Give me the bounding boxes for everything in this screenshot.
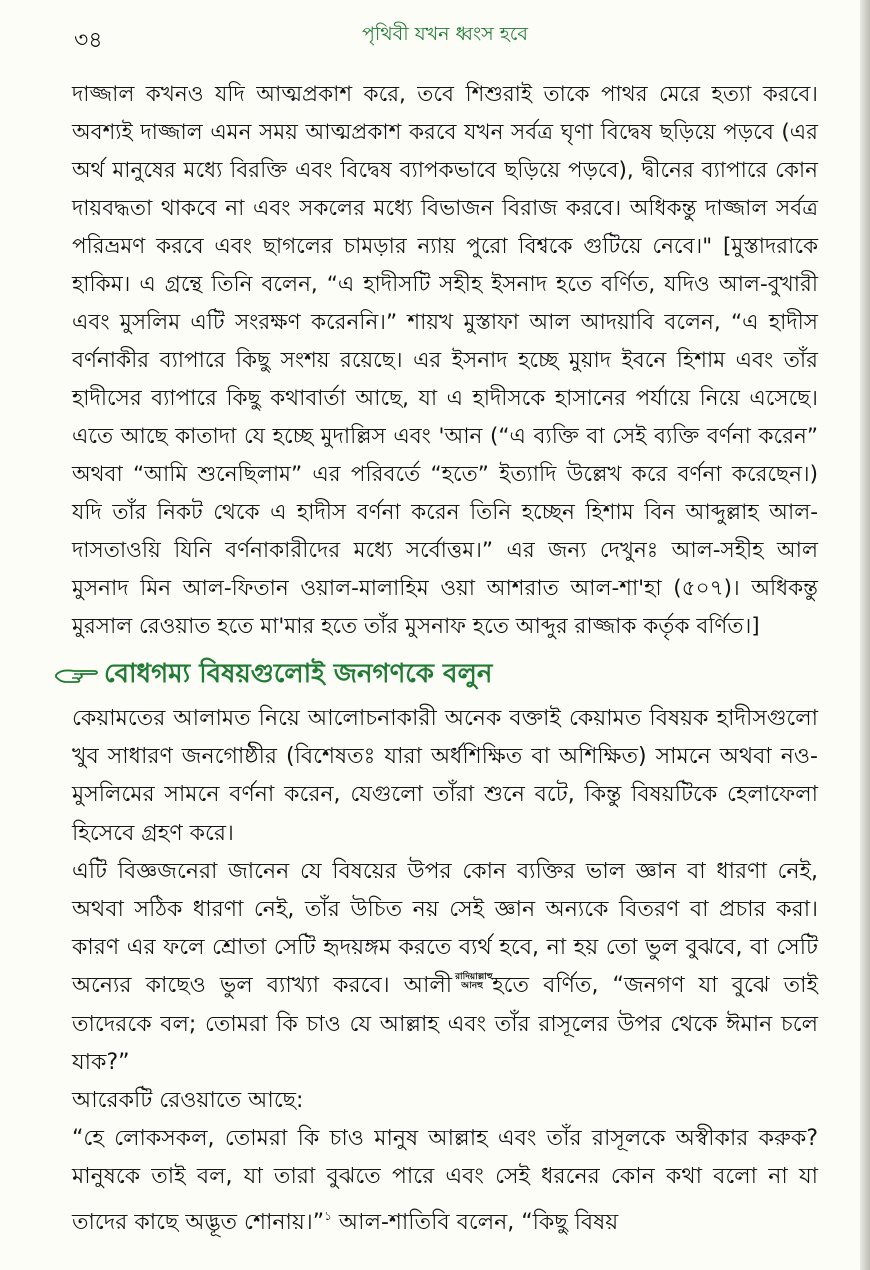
running-title: পৃথিবী যখন ধ্বংস হবে	[362, 23, 528, 45]
page-header	[72, 0, 818, 62]
honorific-symbol: রাদিয়াল্লাহু আনহু	[455, 972, 493, 992]
body-paragraph	[72, 1120, 818, 1242]
body-paragraph: দাজ্জাল কখনও যদি আত্মপ্রকাশ করে, তবে শিশুরাই তাকে পাথর মেরে হত্যা করবে। অবশ্যই দাজ্জাল এমন সময় আত্মপ্রকাশ করবে যখন সর্বত্র ঘৃণা বিদ্বেষ ছড়িয়ে পড়বে (এর অর্থ মানুষের মধ্যে বিরক্তি এবং বিদ্বেষ ব্যাপকভাবে ছড়িয়ে পড়বে), দ্বীনের ব্যাপারে কোন দায়বদ্ধতা থাকবে না এবং সকলের মধ্যে বিভাজন বিরাজ করবে। অধিকন্তু দাজ্জাল সর্বত্র পরিভ্রমণ করবে এবং ছাগলের চামড়ার ন্যায় পুরো বিশ্বকে গুটিয়ে নেবে।" [মুস্তাদরাকে হাকিম। এ গ্রন্থে তিনি বলেন, “এ হাদীসটি সহীহ ইসনাদ হতে বর্ণিত, যদিও আল-বুখারী এবং মুসলিম এটি সংরক্ষণ করেননি।” শায়খ মুস্তাফা আল আদয়াবি বলেন, “এ হাদীস বর্ণনাকীর ব্যাপারে কিছু সংশয় রয়েছে। এর ইসনাদ হচ্ছে মুয়াদ ইবনে হিশাম এবং তাঁর হাদীসের ব্যাপারে কিছু কথাবার্তা আছে, যা এ হাদীসকে হাসানের পর্যায়ে নিয়ে এসেছে। এতে আছে কাতাদা যে হচ্ছে মুদাল্লিস এবং 'আন (“এ ব্যক্তি বা সেই ব্যক্তি বর্ণনা করেন” অথবা “আমি শুনেছিলাম” এর পরিবর্তে “হতে” ইত্যাদি উল্লেখ করে বর্ণনা করেছেন।) যদি তাঁর নিকট থেকে এ হাদীস বর্ণনা করেন তিনি হচ্ছেন হিশাম বিন আব্দুল্লাহ আল-দাসতাওয়ি যিনি বর্ণনাকারীদের মধ্যে সর্বোত্তম।” এর জন্য দেখুনঃ আল-সহীহ আল মুসনাদ মিন আল-ফিতান ওয়াল-মালাহিম ওয়া আশরাত আল-শা'হা (৫০৭)। অধিকন্তু মুরসাল রেওয়াত হতে মা'মার হতে তাঁর মুসনাফ হতে আব্দুর রাজ্জাক কর্তৃক বর্ণিত।]	[72, 82, 818, 639]
paragraph-text: আল-শাতিবি বলেন, “কিছু বিষয়	[331, 1209, 619, 1235]
section-heading-text: বোধগম্য বিষয়গুলোই জনগণকে বলুন	[104, 659, 493, 689]
paragraph-text: হতে বর্ণিত, “জনগণ যা বুঝে তাই তাদেরকে বল; তোমরা কি চাও যে আল্লাহ এবং তাঁর রাসূলের উপর থেকে ঈমান চলে যাক?”	[72, 973, 818, 1075]
footnote-marker: ১	[324, 1208, 332, 1223]
pointing-hand-icon	[54, 662, 100, 686]
paragraph-text: এটি বিজ্ঞজনেরা জানেন যে বিষয়ের উপর কোন ব্যক্তির ভাল জ্ঞান বা ধারণা নেই, অথবা সঠিক ধারণা নেই, তাঁর উচিত নয় সেই জ্ঞান অন্যকে বিতরণ বা প্রচার করা। কারণ এর ফলে শ্রোতা সেটি হৃদয়ঙ্গম করতে ব্যর্থ হবে, না হয় তো ভুল বুঝবে, বা সেটি অন্যের কাছেও ভুল ব্যাখ্যা করবে। আলী	[72, 858, 818, 999]
page-number: ৩৪	[74, 28, 103, 53]
section-continuation	[72, 76, 818, 646]
body-paragraph: কেয়ামতের আলামত নিয়ে আলোচনাকারী অনেক বক্তাই কেয়ামত বিষয়ক হাদীসগুলো খুব সাধারণ জনগোষ্ঠীর (বিশেষতঃ যারা অর্ধশিক্ষিত বা অশিক্ষিত) সামনে অথবা নও-মুসলিমের সামনে বর্ণনা করেন, যেগুলো তাঁরা শুনে বটে, কিন্তু বিষয়টিকে হেলাফেলা হিসেবে গ্রহণ করে।	[72, 706, 818, 846]
section-heading	[54, 652, 818, 696]
page-edge-shadow	[860, 0, 870, 1270]
quote-text: “হে লোকসকল, তোমরা কি চাও মানুষ আল্লাহ এবং তাঁর রাসূলকে অস্বীকার করুক? মানুষকে তাই বল, যা তারা বুঝতে পারে এবং সেই ধরনের কোন কথা বলো না যা তাদের কাছে অদ্ভূত শোনায়।”	[72, 1126, 818, 1235]
body-paragraph: আরেকটি রেওয়াতে আছে:	[72, 1088, 304, 1114]
body-paragraph	[72, 853, 818, 1082]
section-body	[72, 700, 818, 1242]
